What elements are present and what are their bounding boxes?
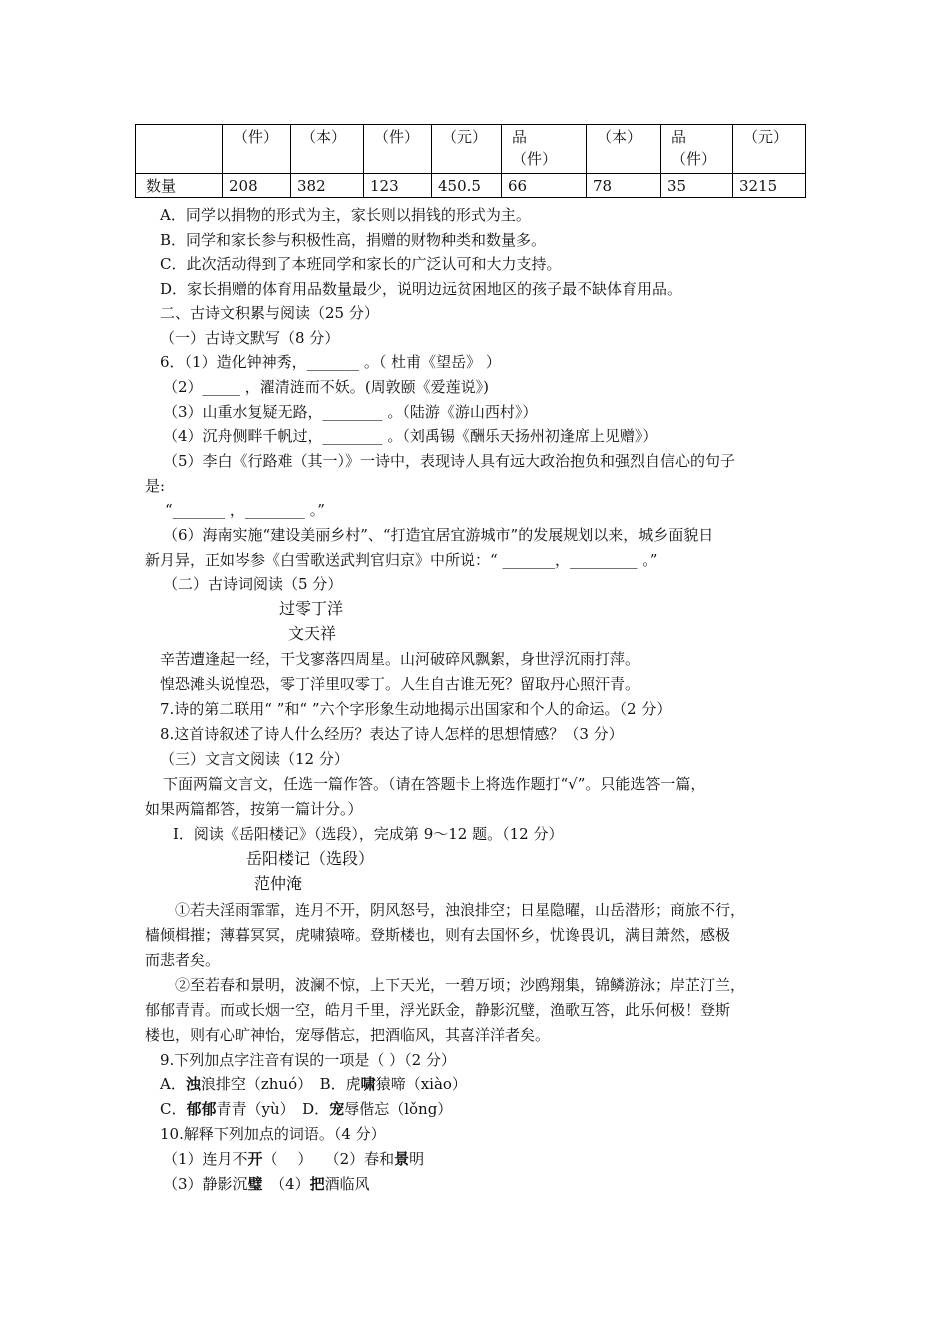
essay-author: 范仲淹: [254, 874, 303, 893]
table-cell: （本）: [291, 125, 364, 174]
table-cell: （件）: [364, 125, 432, 174]
section-heading: 二、古诗文积累与阅读（25 分）: [160, 304, 379, 322]
essay-line: 楼也，则有心旷神怡，宠辱偕忘，把酒临风，其喜洋洋者矣。: [145, 1026, 551, 1044]
answer-blank-line: “_______ ，________ 。”: [165, 501, 325, 519]
table-cell: [136, 125, 223, 174]
question-line: 10.解释下列加点的词语。（4 分）: [160, 1125, 386, 1143]
question-line: 8.这首诗叙述了诗人什么经历？表达了诗人怎样的思想情感？（3 分）: [160, 725, 624, 743]
instruction-line: 如果两篇都答，按第一篇计分。）: [145, 800, 363, 818]
table-cell: （元）: [432, 125, 502, 174]
table-cell: 3215: [733, 174, 806, 198]
subsection-heading: （三）文言文阅读（12 分）: [160, 750, 349, 768]
subsection-heading: （二）古诗词阅读（5 分）: [163, 575, 343, 593]
table-cell: 66: [502, 174, 587, 198]
question-line: 7.诗的第二联用“ ”和“ ”六个字形象生动地揭示出国家和个人的命运。（2 分）: [160, 700, 672, 718]
table-cell: 品 （件）: [661, 125, 733, 174]
question-line: （2）_____ ，濯清涟而不妖。(周敦颐《爱莲说》): [163, 378, 490, 396]
question-line: （3）山重水复疑无路，________ 。（陆游《游山西村》）: [163, 403, 538, 421]
poem-line: 辛苦遭逢起一经，干戈寥落四周星。山河破碎风飘絮，身世浮沉雨打萍。: [160, 650, 641, 668]
table-cell: 450.5: [432, 174, 502, 198]
q10-items-1-2: （1）连月不开（ ） （2）春和景明: [163, 1150, 425, 1168]
essay-line: 樯倾楫摧；薄暮冥冥，虎啸猿啼。登斯楼也，则有去国怀乡，忧谗畏讥，满目萧然，感极: [145, 926, 731, 944]
option-b: B．同学和家长参与积极性高，捐赠的财物种类和数量多。: [160, 231, 547, 249]
table-data-row: [136, 174, 806, 198]
q9-options-cd: C．郁郁青青（yù） D．宠辱偕忘（lǒng）: [160, 1100, 453, 1118]
question-line: 新月异，正如岑参《白雪歌送武判官归京》中所说：“ _______，_________ 。”: [145, 551, 658, 569]
essay-line: ②至若春和景明，波澜不惊，上下天光，一碧万顷；沙鸥翔集，锦鳞游泳；岸芷汀兰，: [175, 976, 746, 994]
instruction-line: 下面两篇文言文，任选一篇作答。（请在答题卡上将选作题打“√”。只能选答一篇，: [163, 775, 706, 793]
table-cell: 382: [291, 174, 364, 198]
question-line: Ⅰ．阅读《岳阳楼记》（选段），完成第 9～12 题。（12 分）: [173, 825, 564, 843]
table-cell: 208: [223, 174, 291, 198]
poem-author: 文天祥: [288, 624, 337, 643]
essay-line: 郁郁青青。而或长烟一空，皓月千里，浮光跃金，静影沉璧，渔歌互答，此乐何极！登斯: [145, 1001, 731, 1019]
question-line: （6）海南实施“建设美丽乡村”、“打造宜居宜游城市”的发展规划以来，城乡面貌日: [163, 526, 714, 544]
table-cell: （件）: [223, 125, 291, 174]
essay-line: ①若夫淫雨霏霏，连月不开，阴风怒号，浊浪排空；日星隐曜，山岳潜形；商旅不行，: [175, 901, 746, 919]
poem-title: 过零丁洋: [279, 599, 344, 618]
donation-table: [135, 124, 806, 198]
table-unit-row: [136, 125, 806, 174]
question-line: （5）李白《行路难（其一）》一诗中，表现诗人具有远大政治抱负和强烈自信心的句子: [163, 452, 736, 470]
question-line: 9.下列加点字注音有误的一项是（ ）（2 分）: [160, 1051, 456, 1069]
table-cell: 数量: [136, 174, 223, 198]
essay-title: 岳阳楼记（选段）: [246, 849, 375, 868]
question-line: 6．（1）造化钟神秀，_______ 。（ 杜甫《望岳》 ）: [160, 353, 501, 371]
question-line: （4）沉舟侧畔千帆过，________ 。（刘禹锡《酬乐天扬州初逢席上见赠》）: [163, 427, 658, 445]
table-cell: （本）: [587, 125, 661, 174]
option-a: A．同学以捐物的形式为主，家长则以捐钱的形式为主。: [160, 206, 531, 224]
table-cell: 123: [364, 174, 432, 198]
q9-options-ab: A．浊浪排空（zhuó） B．虎啸猿啼（xiào）: [160, 1075, 467, 1093]
table-cell: 78: [587, 174, 661, 198]
q10-items-3-4: （3）静影沉璧 （4）把酒临风: [163, 1175, 370, 1193]
table-cell: 品 （件）: [502, 125, 587, 174]
table-cell: （元）: [733, 125, 806, 174]
table-cell: 35: [661, 174, 733, 198]
option-c: C．此次活动得到了本班同学和家长的广泛认可和大力支持。: [160, 255, 562, 273]
subsection-heading: （一）古诗文默写（8 分）: [160, 329, 340, 347]
question-line: 是:: [145, 477, 166, 495]
essay-line: 而悲者矣。: [145, 951, 221, 969]
poem-line: 惶恐滩头说惶恐，零丁洋里叹零丁。人生自古谁无死？留取丹心照汗青。: [160, 675, 641, 693]
option-d: D．家长捐赠的体育用品数量最少，说明边远贫困地区的孩子最不缺体育用品。: [160, 280, 683, 298]
